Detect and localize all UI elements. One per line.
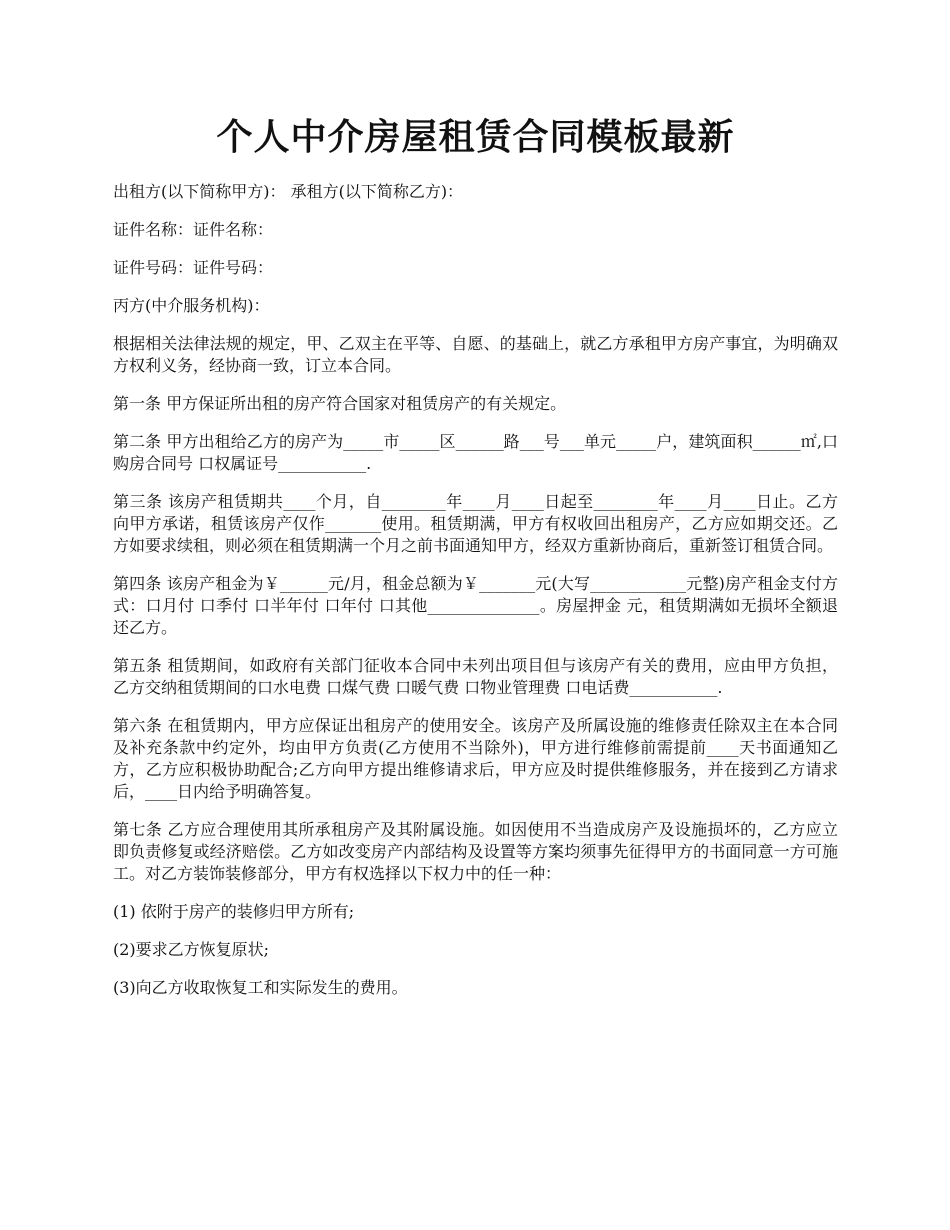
article-1: 第一条 甲方保证所出租的房产符合国家对租赁房产的有关规定。 <box>113 394 567 413</box>
document-title: 个人中介房屋租赁合同模板最新 <box>216 116 735 158</box>
id-name-line: 证件名称：证件名称： <box>113 220 274 239</box>
option-3: (3)向乙方收取恢复工和实际发生的费用。 <box>113 978 408 997</box>
article-4: 第四条 该房产租金为￥______元/月，租金总额为￥_______元(大写____________元整)房产租金支付方式：口月付 口季付 口半年付 口年付 口其他______________。房屋押金 元，租赁期满如无损坏全额退还乙方。 <box>113 574 838 637</box>
article-7: 第七条 乙方应合理使用其所承租房产及其附属设施。如因使用不当造成房产及设施损坏的，乙方应立即负责修复或经济赔偿。乙方如改变房产内部结构及设置等方案均须事先征得甲方的书面同意一方可施工。对乙方装饰装修部分，甲方有权选择以下权力中的任一种： <box>113 820 838 883</box>
article-6: 第六条 在租赁期内，甲方应保证出租房产的使用安全。该房产及所属设施的维修责任除双主在本合同及补充条款中约定外，均由甲方负责(乙方使用不当除外)，甲方进行维修前需提前____天书面通知乙方，乙方应积极协助配合;乙方向甲方提出维修请求后，甲方应及时提供维修服务，并在接到乙方请求后，____日内给予明确答复。 <box>113 716 838 801</box>
parties-line: 出租方(以下简称甲方)： 承租方(以下简称乙方)： <box>113 182 464 201</box>
agency-line: 丙方(中介服务机构)： <box>113 296 270 315</box>
preamble-paragraph: 根据相关法律法规的规定，甲、乙双主在平等、自愿、的基础上，就乙方承租甲方房产事宜，为明确双方权利义务，经协商一致，订立本合同。 <box>113 334 838 375</box>
option-1: (1) 依附于房产的装修归甲方所有; <box>113 902 355 921</box>
article-5: 第五条 租赁期间，如政府有关部门征收本合同中未列出项目但与该房产有关的费用，应由甲方负担，乙方交纳租赁期间的口水电费 口煤气费 口暖气费 口物业管理费 口电话费___________. <box>113 656 838 697</box>
id-number-line: 证件号码：证件号码： <box>113 258 274 277</box>
article-3: 第三条 该房产租赁期共____个月，自________年____月____日起至________年____月____日止。乙方向甲方承诺，租赁该房产仅作_______使用。租赁期满，甲方有权收回出租房产，乙方应如期交还。乙方如要求续租，则必须在租赁期满一个月之前书面通知甲方，经双方重新协商后，重新签订租赁合同。 <box>113 492 838 555</box>
article-2: 第二条 甲方出租给乙方的房产为_____市_____区______路___号___单元_____户，建筑面积______㎡,口购房合同号 口权属证号___________. <box>113 432 838 473</box>
option-2: (2)要求乙方恢复原状; <box>113 940 270 959</box>
